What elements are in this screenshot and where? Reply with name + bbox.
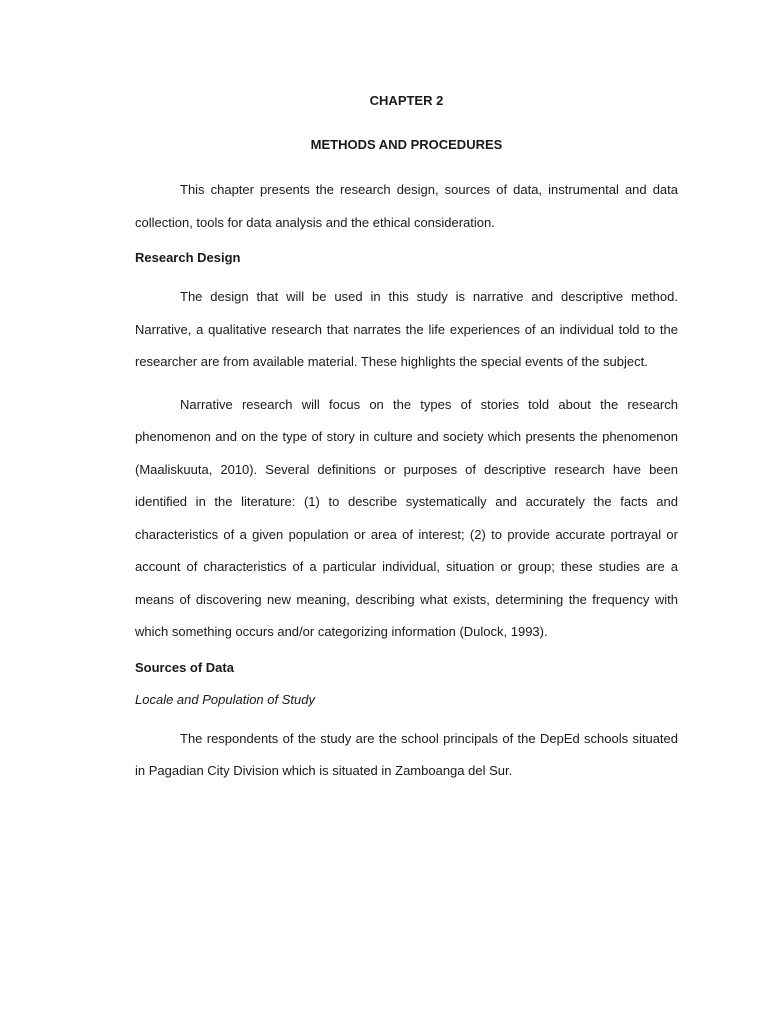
intro-paragraph: This chapter presents the research design, sources of data, instrumental and data collection, tools for data analysis and the ethical consideration. — [135, 182, 678, 230]
sources-of-data-heading: Sources of Data — [135, 659, 234, 675]
chapter-title: METHODS AND PROCEDURES — [310, 137, 503, 152]
research-design-paragraph-1: The design that will be used in this study is narrative and descriptive method. Narrative, a qualitative research that narrates the life experiences of an individual told to the researcher are from available material. These highlights the special events of the subject. — [135, 289, 678, 369]
chapter-label: CHAPTER 2 — [369, 93, 444, 108]
locale-population-subheading: Locale and Population of Study — [135, 691, 315, 707]
page-content — [135, 92, 678, 788]
sources-of-data-paragraph-1: The respondents of the study are the school principals of the DepEd schools situated in Pagadian City Division which is situated in Zamboanga del Sur. — [135, 730, 678, 778]
research-design-heading: Research Design — [135, 250, 241, 265]
research-design-paragraph-2: Narrative research will focus on the types of stories told about the research phenomenon and on the type of story in culture and society which presents the phenomenon (Maaliskuuta, 2010). Several definitions or purposes of descriptive research have been identified in the literature: (1) to describe systematically and accurately the facts and characteristics of a given population or area of interest; (2) to provide accurate portrayal or account of characteristics of a particular individual, situation or group; these studies are a means of discovering new meaning, describing what exists, determining the frequency with which something occurs and/or categorizing information (Dulock, 1993). — [135, 396, 678, 639]
